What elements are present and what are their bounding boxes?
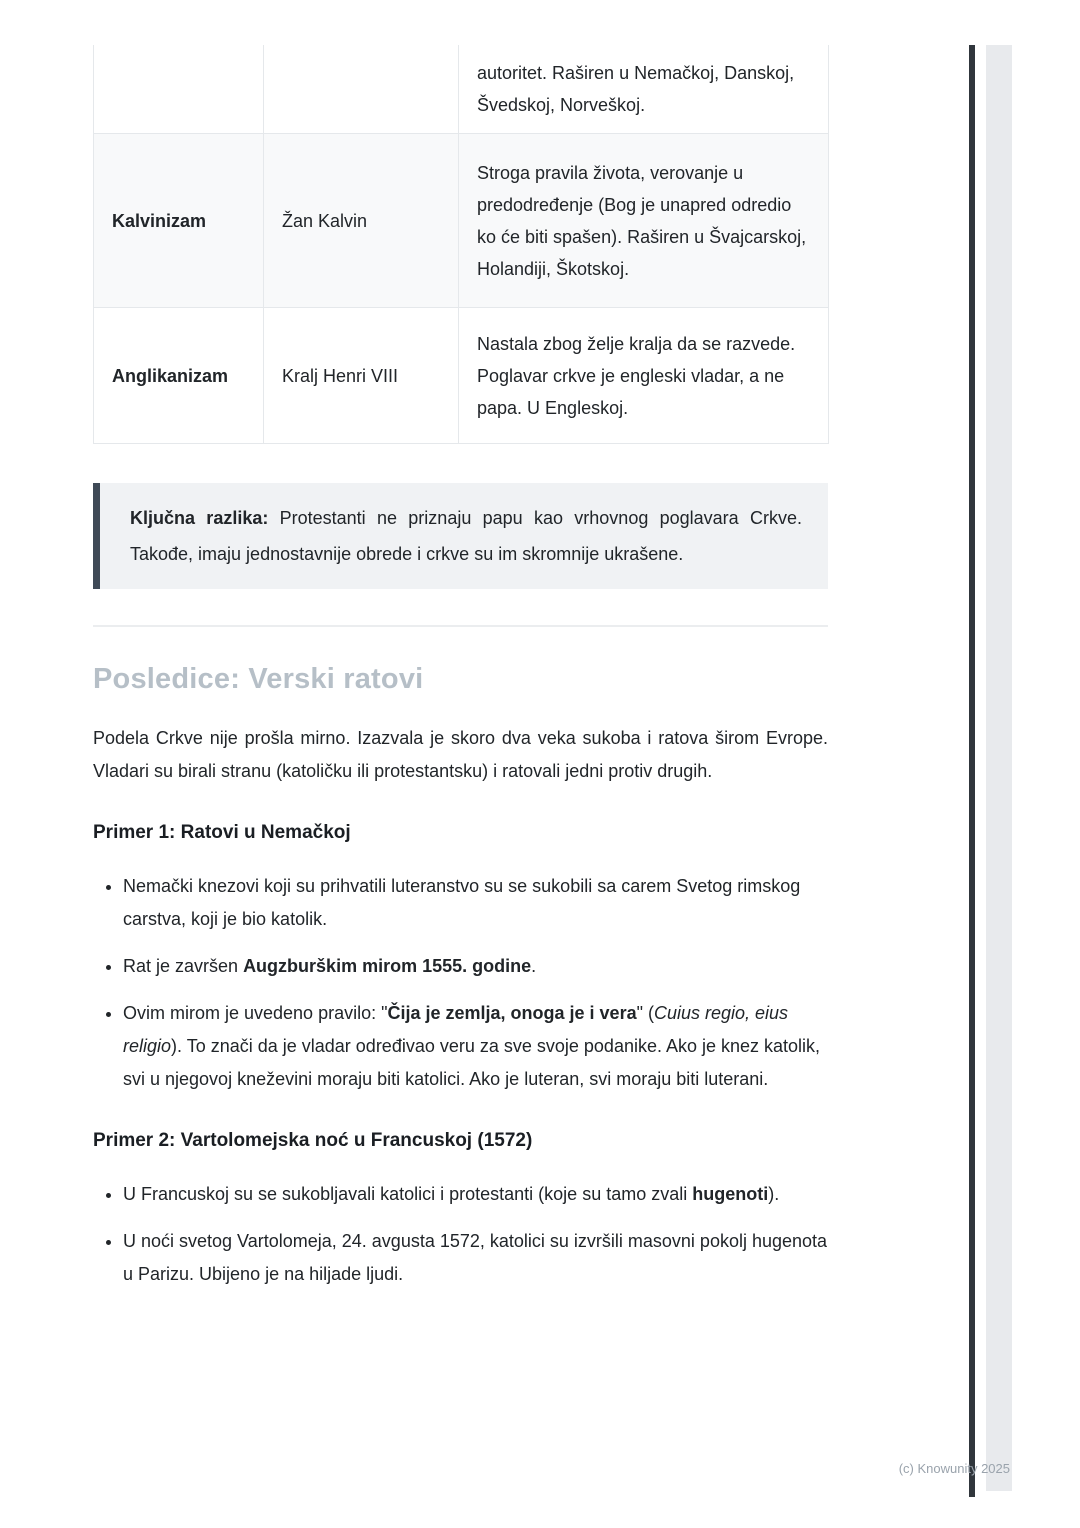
section-divider bbox=[93, 625, 828, 627]
bullet-text: " ( bbox=[636, 1003, 654, 1023]
bullet-text: Rat je završen bbox=[123, 956, 244, 976]
list-item bbox=[123, 870, 828, 936]
table-cell-name: Kalvinizam bbox=[94, 134, 264, 308]
bullet-text-bold: Augzburškim mirom 1555. godine bbox=[243, 956, 532, 976]
section-intro-paragraph: Podela Crkve nije prošla mirno. Izazvala je skoro dva veka sukoba i ratova širom Evrope. Vladari su birali stranu (katoličku ili protestantsku) i ratovali jedni protiv drugih. bbox=[93, 728, 828, 781]
example-2-heading: Primer 2: Vartolomejska noć u Francuskoj (1572) bbox=[93, 1130, 533, 1151]
callout-label: Ključna razlika: bbox=[130, 508, 269, 528]
table-cell-description: Stroga pravila života, verovanje u predodređenje (Bog je unapred odredio ko će biti spašen). Raširen u Švajcarskoj, Holandiji, Škotskoj. bbox=[459, 134, 829, 308]
bullet-text: U noći svetog Vartolomeja, 24. avgusta 1572, katolici su izvršili masovni pokolj hugenota u Parizu. Ubijeno je na hiljade ljudi. bbox=[123, 1231, 828, 1284]
key-difference-callout bbox=[93, 483, 828, 589]
list-item bbox=[123, 997, 828, 1096]
table-row bbox=[94, 308, 829, 444]
section-heading: Posledice: Verski ratovi bbox=[93, 663, 424, 695]
table-row bbox=[94, 134, 829, 308]
page-edge-bar bbox=[969, 45, 975, 1497]
document-content bbox=[93, 45, 828, 1305]
example-2-list bbox=[93, 1178, 828, 1291]
copyright-footer: (c) Knowunity 2025 bbox=[898, 1461, 1010, 1476]
table-cell-description: autoritet. Raširen u Nemačkoj, Danskoj, Švedskoj, Norveškoj. bbox=[459, 45, 829, 134]
bullet-text-bold: hugenoti bbox=[692, 1184, 769, 1204]
table-row bbox=[94, 45, 829, 134]
bullet-text: Nemački knezovi koji su prihvatili luteranstvo su se sukobili sa carem Svetog rimskog carstva, koji je bio katolik. bbox=[123, 876, 801, 929]
table-cell-name bbox=[94, 45, 264, 134]
protestant-churches-table bbox=[93, 45, 829, 444]
table-cell-founder: Žan Kalvin bbox=[264, 134, 459, 308]
list-item bbox=[123, 1178, 828, 1211]
bullet-text: ). To znači da je vladar određivao veru za sve svoje podanike. Ako je knez katolik, svi u njegovoj kneževini moraju biti katolici. Ako je luteran, svi moraju biti luterani. bbox=[123, 1036, 821, 1089]
bullet-text: ). bbox=[768, 1184, 780, 1204]
list-item bbox=[123, 1225, 828, 1291]
bullet-text: Ovim mirom je uvedeno pravilo: " bbox=[123, 1003, 388, 1023]
table-cell-founder: Kralj Henri VIII bbox=[264, 308, 459, 444]
bullet-text-bold: Čija je zemlja, onoga je i vera bbox=[387, 1003, 637, 1023]
callout-text: Protestanti ne priznaju papu kao vrhovnog poglavara Crkve. Takođe, imaju jednostavnije obrede i crkve su im skromnije ukrašene. bbox=[130, 508, 802, 564]
bullet-text: U Francuskoj su se sukobljavali katolici i protestanti (koje su tamo zvali bbox=[123, 1184, 693, 1204]
table-cell-name: Anglikanizam bbox=[94, 308, 264, 444]
table-cell-founder bbox=[264, 45, 459, 134]
example-1-list bbox=[93, 870, 828, 1096]
bullet-text-italic: Cuius regio, eius religio bbox=[123, 1003, 789, 1056]
scrollbar-track[interactable] bbox=[986, 45, 1012, 1491]
table-cell-description: Nastala zbog želje kralja da se razvede. Poglavar crkve je engleski vladar, a ne papa. U Engleskoj. bbox=[459, 308, 829, 444]
example-1-heading: Primer 1: Ratovi u Nemačkoj bbox=[93, 822, 351, 843]
list-item bbox=[123, 950, 828, 983]
bullet-text: . bbox=[531, 956, 537, 976]
